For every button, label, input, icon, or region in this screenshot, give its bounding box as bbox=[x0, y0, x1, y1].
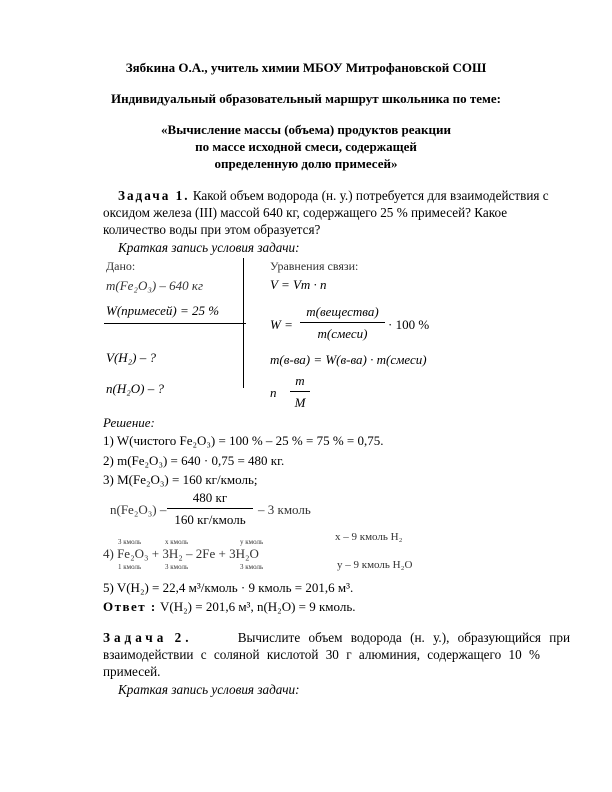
task2-line-1 bbox=[103, 630, 570, 646]
step4-under-b: 3 кмоль bbox=[165, 563, 189, 571]
step3b-left: n(Fe₂O₃) – bbox=[110, 502, 167, 517]
equations-title: Уравнения связи: bbox=[270, 259, 359, 273]
y-result: y – 9 кмоль H₂O bbox=[337, 559, 413, 571]
task2-text-1: Вычислите объем водорода (н. у.), образующийся при bbox=[237, 630, 570, 645]
task2-short-record: Краткая запись условия задачи: bbox=[118, 682, 300, 697]
answer-label: Ответ : bbox=[103, 599, 157, 614]
answer-line bbox=[103, 599, 356, 615]
answer-text: V(H₂) = 201,6 м³, n(H₂O) = 9 кмоль. bbox=[160, 599, 356, 614]
topic-line-1: «Вычисление массы (объема) продуктов реакции bbox=[161, 122, 451, 137]
step3b-denominator: 160 кг/кмоль bbox=[174, 512, 246, 527]
step3b-numerator: 480 кг bbox=[192, 490, 228, 505]
solution-step-2: 2) m(Fe₂O₃) = 640 · 0,75 = 480 кг. bbox=[103, 453, 285, 468]
step4-under-a: 1 кмоль bbox=[118, 563, 142, 571]
step3b-right: – 3 кмоль bbox=[258, 502, 311, 517]
equation-n-left: n bbox=[270, 385, 277, 400]
topic-line-3: определенную долю примесей» bbox=[214, 156, 398, 171]
task1-text-3: количество воды при этом образуется? bbox=[103, 222, 321, 237]
given-impurity: W(примесей) = 25 % bbox=[106, 303, 220, 318]
equation-w-right: · 100 % bbox=[388, 317, 430, 332]
solution-step-4: 4) Fe₂O₃ + 3H₂ – 2Fe + 3H₂O bbox=[103, 546, 259, 561]
equation-mass: m(в-ва) = W(в-ва) · m(смеси) bbox=[270, 352, 427, 367]
find-amount: n(H₂O) – ? bbox=[106, 381, 164, 396]
given-divider bbox=[104, 323, 246, 324]
solution-title: Решение: bbox=[103, 415, 155, 430]
task2-label: Задача 2. bbox=[103, 630, 193, 645]
equation-n-numerator: m bbox=[295, 373, 305, 388]
task1-label: Задача 1. bbox=[118, 188, 190, 203]
equation-w-bar bbox=[300, 322, 385, 323]
topic-line-2: по массе исходной смеси, содержащей bbox=[195, 139, 417, 154]
table-vertical-divider bbox=[243, 258, 244, 388]
task1-short-record: Краткая запись условия задачи: bbox=[118, 240, 300, 255]
step4-over-a: 3 кмоль bbox=[118, 538, 142, 546]
equation-n-denominator: M bbox=[294, 395, 306, 410]
equation-w-numerator: m(вещества) bbox=[306, 304, 379, 319]
task2-text-3: примесей. bbox=[103, 664, 161, 679]
equation-volume: V = Vm · n bbox=[270, 277, 327, 292]
equation-n-bar bbox=[290, 391, 310, 392]
find-volume: V(H₂) – ? bbox=[106, 350, 157, 365]
x-result: x – 9 кмоль H₂ bbox=[335, 531, 403, 543]
solution-step-1: 1) W(чистого Fe₂O₃) = 100 % – 25 % = 75 % = 0,75. bbox=[103, 433, 384, 448]
equation-w-left: W = bbox=[270, 317, 293, 332]
step4-over-c: y кмоль bbox=[240, 538, 264, 546]
task1-text-1: Какой объем водорода (н. у.) потребуется для взаимодействия с bbox=[192, 188, 549, 203]
task2-text-2: взаимодействии с соляной кислотой 30 г алюминия, содержащего 10 % bbox=[103, 647, 540, 662]
equation-w-denominator: m(смеси) bbox=[317, 326, 368, 341]
step4-under-c: 3 кмоль bbox=[240, 563, 264, 571]
solution-step-3: 3) M(Fe₂O₃) = 160 кг/кмоль; bbox=[103, 472, 258, 487]
given-mass: m(Fe₂O₃) – 640 кг bbox=[106, 278, 204, 293]
author-line: Зябкина О.А., учитель химии МБОУ Митрофановской СОШ bbox=[125, 60, 487, 75]
solution-step-5: 5) V(H₂) = 22,4 м³/кмоль · 9 кмоль = 201,6 м³. bbox=[103, 580, 354, 595]
route-line: Индивидуальный образовательный маршрут школьника по теме: bbox=[110, 91, 502, 106]
task1-text-2: оксидом железа (III) массой 640 кг, содержащего 25 % примесей? Какое bbox=[103, 205, 508, 220]
given-title: Дано: bbox=[106, 259, 136, 273]
task1-line-1 bbox=[118, 188, 549, 204]
step3b-bar bbox=[167, 508, 253, 509]
step4-over-b: x кмоль bbox=[165, 538, 189, 546]
